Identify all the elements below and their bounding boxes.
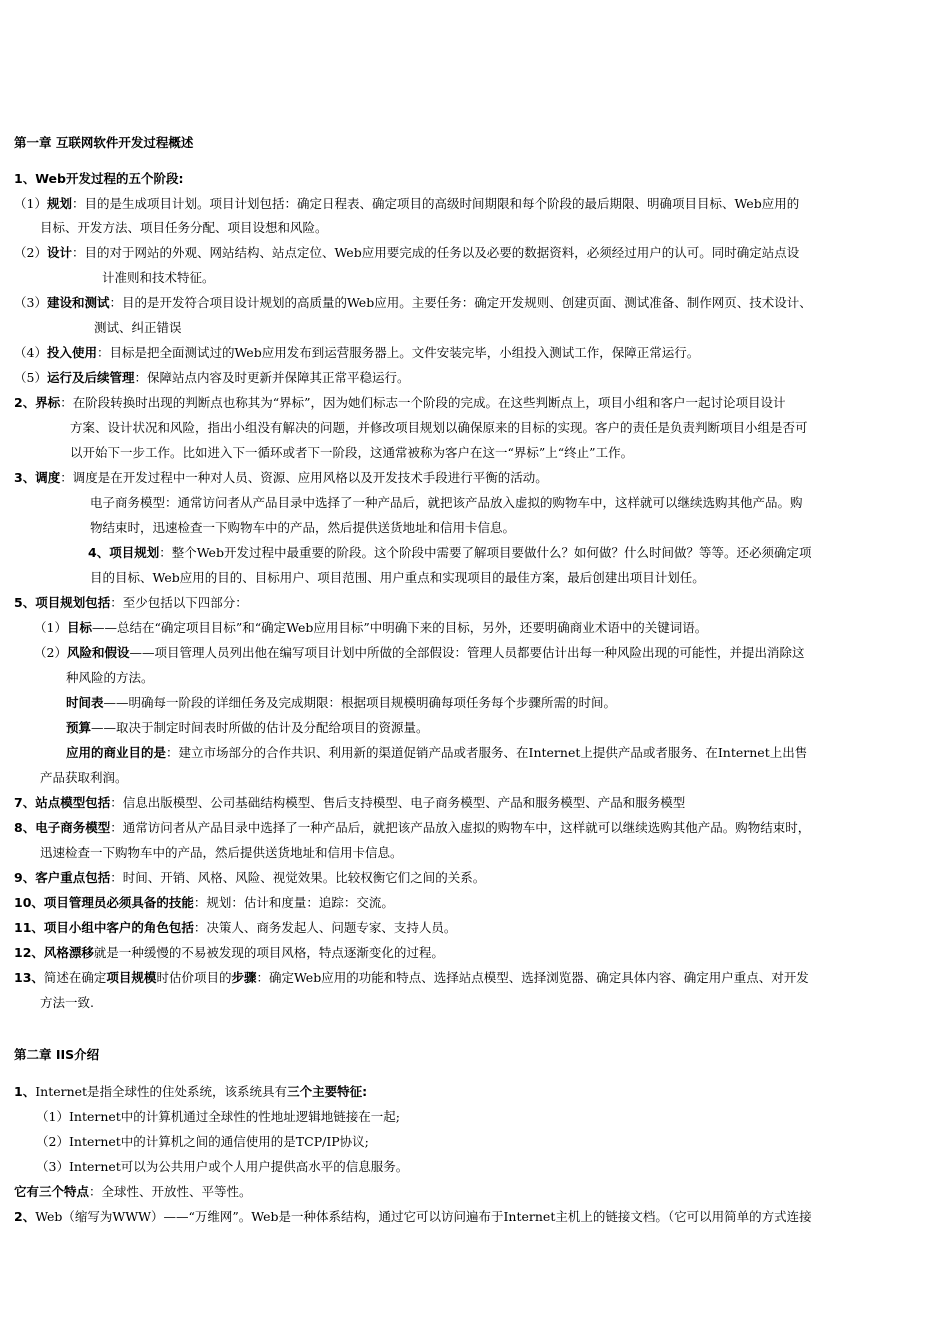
section-9-client-focus: 9、客户重点包括：时间、开销、风格、风险、视觉效果。比较权衡它们之间的关系。 [14, 870, 486, 885]
ch2-section-1-internet: 1、Internet是指全球性的住处系统，该系统具有三个主要特征: [14, 1084, 368, 1099]
internet-feature-3: （3）Internet可以为公共用户或个人用户提供高水平的信息服务。 [36, 1159, 409, 1174]
phase-3-build-test: （3）建设和测试：目的是开发符合项目设计规划的高质量的Web应用。主要任务：确定开发规则、创建页面、测试准备、制作网页、技术设计、 [14, 295, 812, 310]
section-2-milestone: 2、界标：在阶段转换时出现的判断点也称其为“界标”，因为她们标志一个阶段的完成。在这些判断点上，项目小组和客户一起讨论项目设计 [14, 395, 786, 410]
plan-item-budget: 预算——取决于制定时间表时所做的估计及分配给项目的资源量。 [66, 720, 429, 735]
ch2-section-2-web: 2、Web（缩写为WWW）——“万维网”。Web是一种体系结构，通过它可以访问遍布于Internet主机上的链接文档。（它可以用简单的方式连接 [14, 1209, 812, 1224]
phase-1-planning: （1）规划：目的是生成项目计划。项目计划包括：确定日程表、确定项目的高级时间期限和每个阶段的最后期限、明确项目目标、Web应用的 [14, 196, 800, 211]
internet-feature-1: （1）Internet中的计算机通过全球性的性地址逻辑地链接在一起; [36, 1109, 401, 1124]
section-13-line-2: 方法一致. [40, 995, 94, 1010]
section-4-project-planning: 4、项目规划：整个Web开发过程中最重要的阶段。这个阶段中需要了解项目要做什么？如何做？什么时间做？等等。还必须确定项 [88, 545, 812, 560]
section-8-line-2: 迅速检查一下购物车中的产品，然后提供送货地址和信用卡信息。 [40, 845, 403, 860]
phase-2-design: （2）设计：目的对于网站的外观、网站结构、站点定位、Web应用要完成的任务以及必要的数据资料，必须经过用户的认可。同时确定站点设 [14, 245, 800, 260]
phase-2-continued: 计准则和技术特征。 [102, 270, 215, 285]
section-2-line-2: 方案、设计状况和风险，指出小组没有解决的问题，并修改项目规划以确保原来的目标的实现。客户的责任是负责判断项目小组是否可 [70, 420, 808, 435]
section-4-line-2: 目的目标、Web应用的目的、目标用户、项目范围、用户重点和实现项目的最佳方案，最后创建出项目计划任。 [90, 570, 705, 585]
section-3-scheduling: 3、调度：调度是在开发过程中一种对人员、资源、应用风格以及开发技术手段进行平衡的活动。 [14, 470, 548, 485]
phase-5-operation: （5）运行及后续管理：保障站点内容及时更新并保障其正常平稳运行。 [14, 370, 410, 385]
chapter-1-title: 第一章 互联网软件开发过程概述 [14, 135, 194, 150]
section-10-manager-skills: 10、项目管理员必须具备的技能：规划：估计和度量：追踪：交流。 [14, 895, 394, 910]
section-6-line-2: 产品获取利润。 [40, 770, 128, 785]
plan-item-schedule: 时间表——明确每一阶段的详细任务及完成期限：根据项目规模明确每项任务每个步骤所需的时间。 [66, 695, 617, 710]
section-11-client-roles: 11、项目小组中客户的角色包括：决策人、商务发起人、问题专家、支持人员。 [14, 920, 457, 935]
internet-three-traits: 它有三个特点：全球性、开放性、平等性。 [14, 1184, 252, 1199]
section-1-heading: 1、Web开发过程的五个阶段: [14, 171, 184, 186]
ecommerce-note-line-2: 物结束时，迅速检查一下购物车中的产品，然后提供送货地址和信用卡信息。 [90, 520, 516, 535]
phase-3-continued: 测试、纠正错误 [94, 320, 182, 335]
section-8-ecommerce: 8、电子商务模型：通常访问者从产品目录中选择了一种产品后，就把该产品放入虚拟的购物车中，这样就可以继续选购其他产品。购物结束时， [14, 820, 811, 835]
section-7-site-models: 7、站点模型包括：信息出版模型、公司基础结构模型、售后支持模型、电子商务模型、产品和服务模型、产品和服务模型 [14, 795, 686, 810]
internet-feature-2: （2）Internet中的计算机之间的通信使用的是TCP/IP协议; [36, 1134, 369, 1149]
section-2-line-3: 以开始下一步工作。比如进入下一循环或者下一阶段，这通常被称为客户在这一“界标”上“终止”工作。 [70, 445, 634, 460]
plan-item-goals: （1）目标——总结在“确定项目目标”和“确定Web应用目标”中明确下来的目标，另外，还要明确商业术语中的关键词语。 [34, 620, 708, 635]
ecommerce-note-line-1: 电子商务模型：通常访问者从产品目录中选择了一种产品后，就把该产品放入虚拟的购物车中，这样就可以继续选购其他产品。购 [90, 495, 803, 510]
plan-item-risks-continued: 种风险的方法。 [66, 670, 154, 685]
phase-1-continued: 目标、开发方法、项目任务分配、项目设想和风险。 [40, 220, 328, 235]
chapter-2-title: 第二章 IIS介绍 [14, 1047, 100, 1062]
section-13-estimation-steps: 13、简述在确定项目规模时估价项目的步骤：确定Web应用的功能和特点、选择站点模型、选择浏览器、确定具体内容、确定用户重点、对开发 [14, 970, 809, 985]
section-6-business-goals: 应用的商业目的是：建立市场部分的合作共识、利用新的渠道促销产品或者服务、在Internet上提供产品或者服务、在Internet上出售 [66, 745, 808, 760]
section-12-style-drift: 12、风格漂移就是一种缓慢的不易被发现的项目风格，特点逐渐变化的过程。 [14, 945, 444, 960]
section-5-plan-contents: 5、项目规划包括：至少包括以下四部分： [14, 595, 248, 610]
plan-item-risks: （2）风险和假设——项目管理人员列出他在编写项目计划中所做的全部假设：管理人员都要估计出每一种风险出现的可能性，并提出消除这 [34, 645, 805, 660]
phase-4-deploy: （4）投入使用：目标是把全面测试过的Web应用发布到运营服务器上。文件安装完毕，小组投入测试工作，保障正常运行。 [14, 345, 700, 360]
